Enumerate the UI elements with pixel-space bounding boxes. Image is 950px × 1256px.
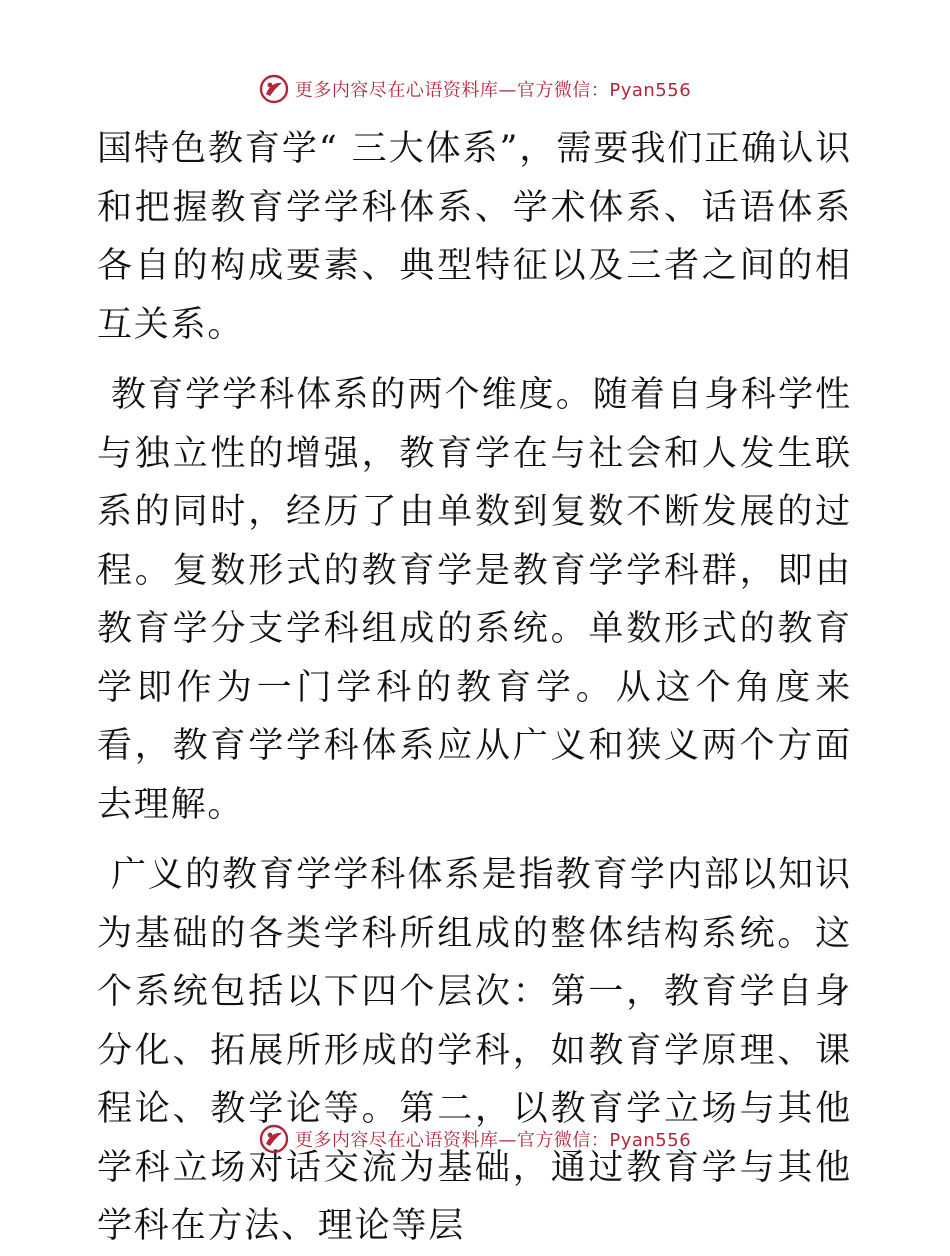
footer-watermark	[0, 1122, 950, 1156]
paragraph-2: 教育学学科体系的两个维度。随着自身科学性与独立性的增强，教育学在与社会和人发生联系的同时，经历了由单数到复数不断发展的过程。复数形式的教育学是教育学学科群，即由教育学分支学科组成的系统。单数形式的教育学即作为一门学科的教育学。从这个角度来看，教育学学科体系应从广义和狭义两个方面去理解。	[97, 375, 852, 825]
brand-logo-icon	[259, 1124, 289, 1154]
header-watermark	[0, 72, 950, 106]
header-watermark-text: 更多内容尽在心语资料库—官方微信：Pyan556	[294, 80, 692, 101]
paragraph-3: 广义的教育学学科体系是指教育学内部以知识为基础的各类学科所组成的整体结构系统。这个系统包括以下四个层次：第一，教育学自身分化、拓展所形成的学科，如教育学原理、课程论、教学论等。第二，以教育学立场与其他学科立场对话交流为基础，通过教育学与其他学科在方法、理论等层	[97, 855, 852, 1246]
document-body	[97, 120, 852, 1256]
paragraph-1: 国特色教育学“ 三大体系”，需要我们正确认识和把握教育学学科体系、学术体系、话语体系各自的构成要素、典型特征以及三者之间的相互关系。	[97, 129, 852, 345]
brand-logo-icon	[259, 74, 289, 104]
footer-watermark-text: 更多内容尽在心语资料库—官方微信：Pyan556	[294, 1130, 692, 1151]
